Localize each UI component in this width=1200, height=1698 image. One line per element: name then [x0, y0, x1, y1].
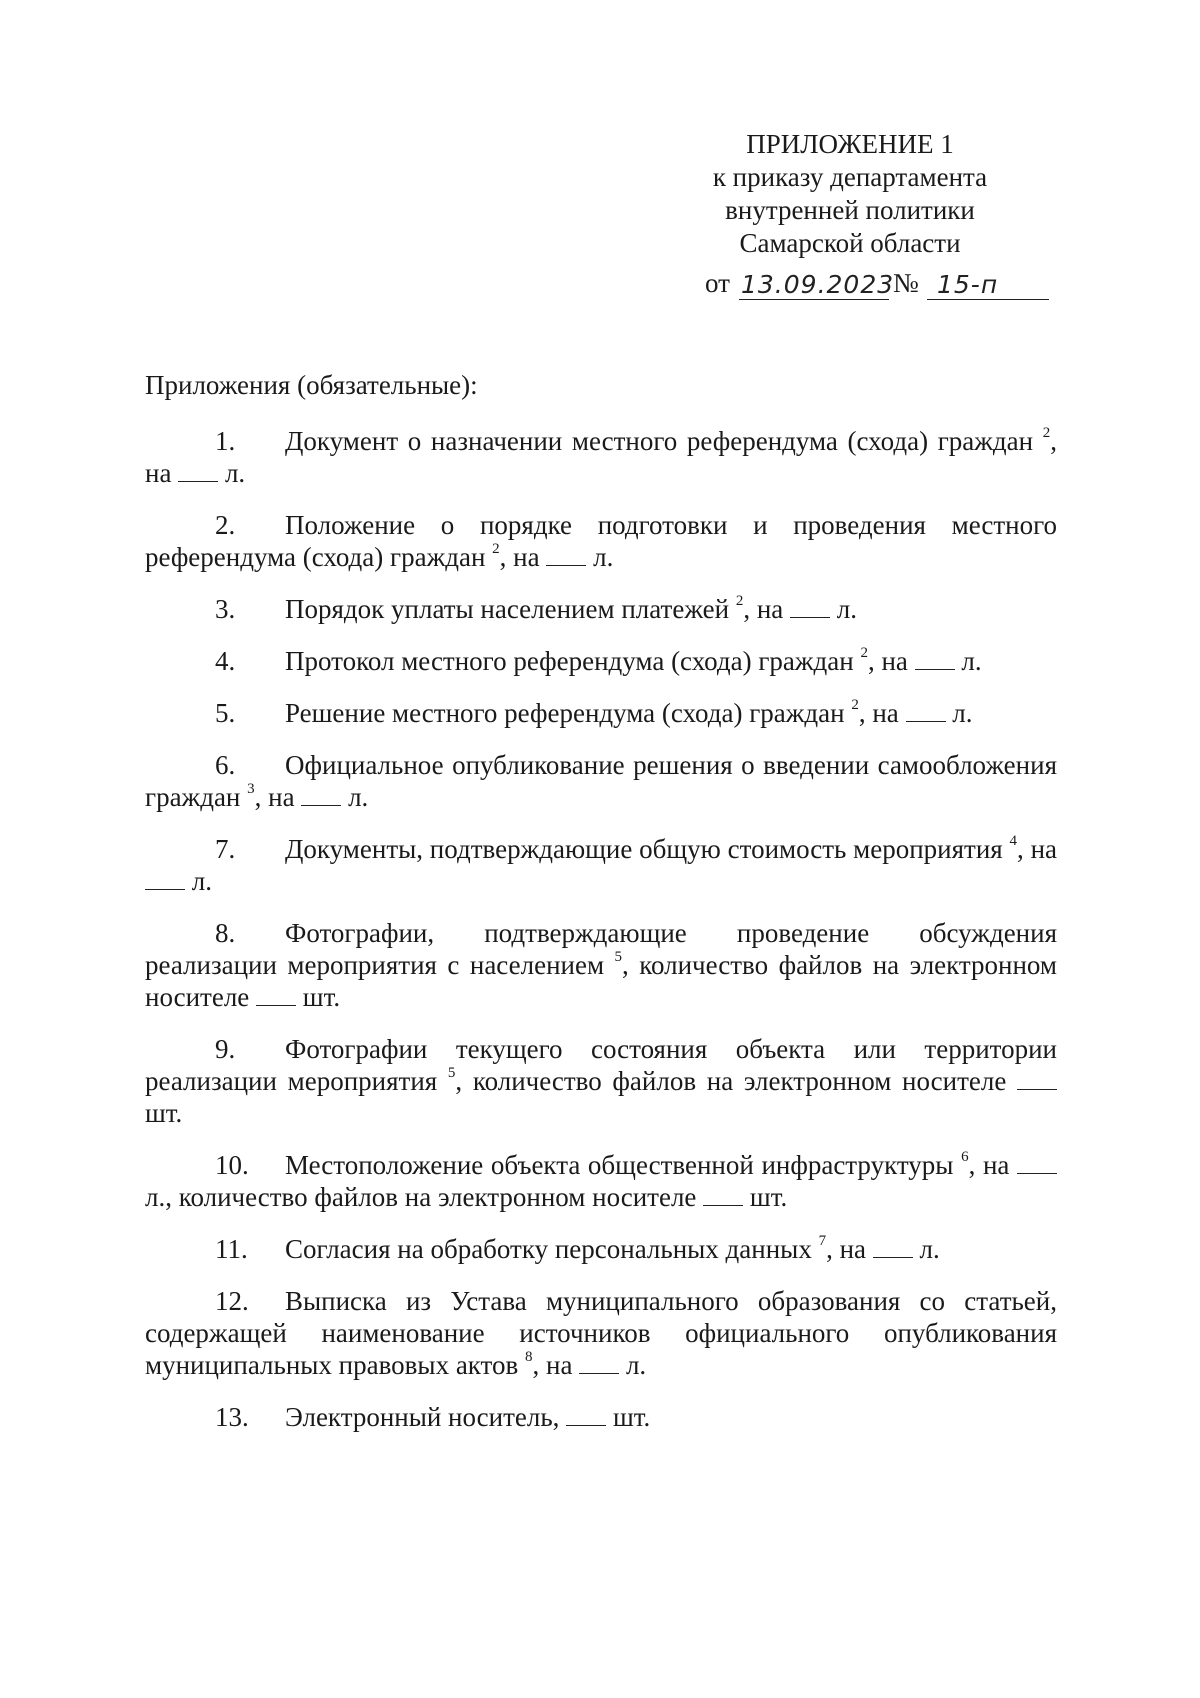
item-text: Документ о назначении местного референдума (схода) граждан	[285, 426, 1034, 456]
attachments-heading: Приложения (обязательные):	[145, 370, 478, 400]
item-text: Местоположение объекта общественной инфраструктуры	[285, 1150, 954, 1180]
item-number: 1.	[215, 426, 236, 456]
footnote-ref: 8	[525, 1349, 533, 1365]
date-prefix: от	[705, 268, 730, 298]
list-item	[145, 749, 1057, 813]
number-underline	[927, 299, 1049, 300]
order-date-number	[705, 268, 1055, 304]
blank-line	[1017, 1151, 1057, 1174]
item-unit: л.	[593, 542, 614, 572]
list-item	[145, 697, 1057, 729]
item-tail: , количество файлов на электронном носителе	[455, 1066, 1007, 1096]
item-tail: , на	[867, 646, 908, 676]
item-unit: шт.	[612, 1402, 651, 1432]
blank-line	[579, 1351, 619, 1374]
footnote-ref: 7	[818, 1233, 827, 1249]
footnote-ref: 2	[851, 697, 859, 713]
list-item	[145, 1401, 1057, 1433]
blank-line	[301, 783, 341, 806]
number-prefix: №	[893, 268, 919, 298]
item-number: 10.	[215, 1150, 249, 1180]
blank-line	[873, 1235, 913, 1258]
handwritten-number: 15-п	[937, 270, 999, 299]
list-item	[145, 593, 1057, 625]
item-number: 8.	[215, 918, 236, 948]
item-text: Решение местного референдума (схода) граждан	[285, 698, 845, 728]
footnote-ref: 4	[1009, 833, 1018, 849]
blank-line	[566, 1403, 606, 1426]
item-unit: л.	[961, 646, 982, 676]
blank-line	[178, 459, 218, 482]
footnote-ref: 2	[735, 593, 744, 609]
footnote-ref: 6	[961, 1149, 969, 1165]
item-number: 6.	[215, 750, 236, 780]
item-number: 13.	[215, 1402, 249, 1432]
footnote-ref: 5	[614, 949, 623, 965]
item-tail: , на	[743, 594, 784, 624]
header-line-2: внутренней политики	[725, 195, 975, 225]
list-item	[145, 509, 1057, 573]
blank-line	[703, 1183, 743, 1206]
footnote-ref: 5	[447, 1065, 456, 1081]
blank-line	[546, 543, 586, 566]
list-item	[145, 645, 1057, 677]
date-underline	[739, 299, 889, 300]
item-number: 5.	[215, 698, 236, 728]
item-tail: , на	[499, 542, 540, 572]
item-unit: л.	[191, 866, 212, 896]
item-number: 2.	[215, 510, 236, 540]
item-tail: , на	[968, 1150, 1010, 1180]
header-line-1: к приказу департамента	[712, 162, 988, 192]
blank-line	[790, 595, 830, 618]
list-item	[145, 1233, 1057, 1265]
item-unit: шт.	[302, 982, 341, 1012]
footnote-ref: 2	[860, 645, 868, 661]
blank-line	[1017, 1067, 1057, 1090]
header-line-3: Самарской области	[739, 228, 961, 258]
blank-line	[906, 699, 946, 722]
list-item	[145, 1285, 1057, 1381]
item-number: 12.	[215, 1286, 249, 1316]
item-number: 11.	[215, 1234, 248, 1264]
item-text: Фотографии, подтверждающие проведение обсуждения реализации мероприятия с населением	[145, 918, 1057, 980]
item-text: Согласия на обработку персональных данных	[285, 1234, 812, 1264]
item-tail: , на	[858, 698, 899, 728]
item-unit: л.	[836, 594, 857, 624]
item-unit: шт.	[145, 1098, 183, 1128]
item-unit: л.	[919, 1234, 940, 1264]
item-text: Электронный носитель,	[285, 1402, 560, 1432]
list-item	[145, 1033, 1057, 1129]
handwritten-date: 13.09.2023	[741, 270, 895, 299]
item-text: Документы, подтверждающие общую стоимость мероприятия	[285, 834, 1003, 864]
item-unit: шт.	[749, 1182, 788, 1212]
appendix-header	[690, 128, 1010, 260]
item-unit: л.	[952, 698, 973, 728]
item-tail: , на	[145, 426, 1057, 488]
item-tail: , на	[254, 782, 295, 812]
list-item	[145, 833, 1057, 897]
list-item	[145, 1149, 1057, 1213]
footnote-ref: 2	[1042, 425, 1051, 441]
item-unit: л.	[224, 458, 246, 488]
item-tail: , на	[1017, 834, 1058, 864]
item-number: 7.	[215, 834, 236, 864]
item-unit: л.	[348, 782, 369, 812]
blank-line	[915, 647, 955, 670]
list-item	[145, 425, 1057, 489]
item-number: 4.	[215, 646, 236, 676]
item-number: 3.	[215, 594, 236, 624]
item-tail: , количество файлов на электронном носителе	[145, 950, 1058, 1012]
attachments-list	[145, 425, 1057, 1453]
item-tail: , на	[532, 1350, 573, 1380]
item-text: Официальное опубликование решения о введении самообложения граждан	[145, 750, 1057, 812]
item-unit: л., количество файлов на электронном носителе	[145, 1182, 697, 1212]
item-number: 9.	[215, 1034, 236, 1064]
blank-line	[145, 867, 185, 890]
blank-line	[256, 983, 296, 1006]
item-text: Протокол местного референдума (схода) граждан	[285, 646, 854, 676]
appendix-title: ПРИЛОЖЕНИЕ 1	[746, 129, 954, 159]
list-item	[145, 917, 1057, 1013]
footnote-ref: 2	[492, 541, 500, 557]
item-unit: л.	[625, 1350, 647, 1380]
item-text: Фотографии текущего состояния объекта или территории реализации мероприятия	[145, 1034, 1057, 1096]
item-text: Порядок уплаты населением платежей	[285, 594, 730, 624]
item-text: Выписка из Устава муниципального образования со статьей, содержащей наименование источников официального опубликования муниципальных правовых актов	[145, 1286, 1057, 1380]
item-text: Положение о порядке подготовки и проведения местного референдума (схода) граждан	[145, 510, 1057, 572]
item-tail: , на	[826, 1234, 867, 1264]
footnote-ref: 3	[247, 781, 255, 797]
